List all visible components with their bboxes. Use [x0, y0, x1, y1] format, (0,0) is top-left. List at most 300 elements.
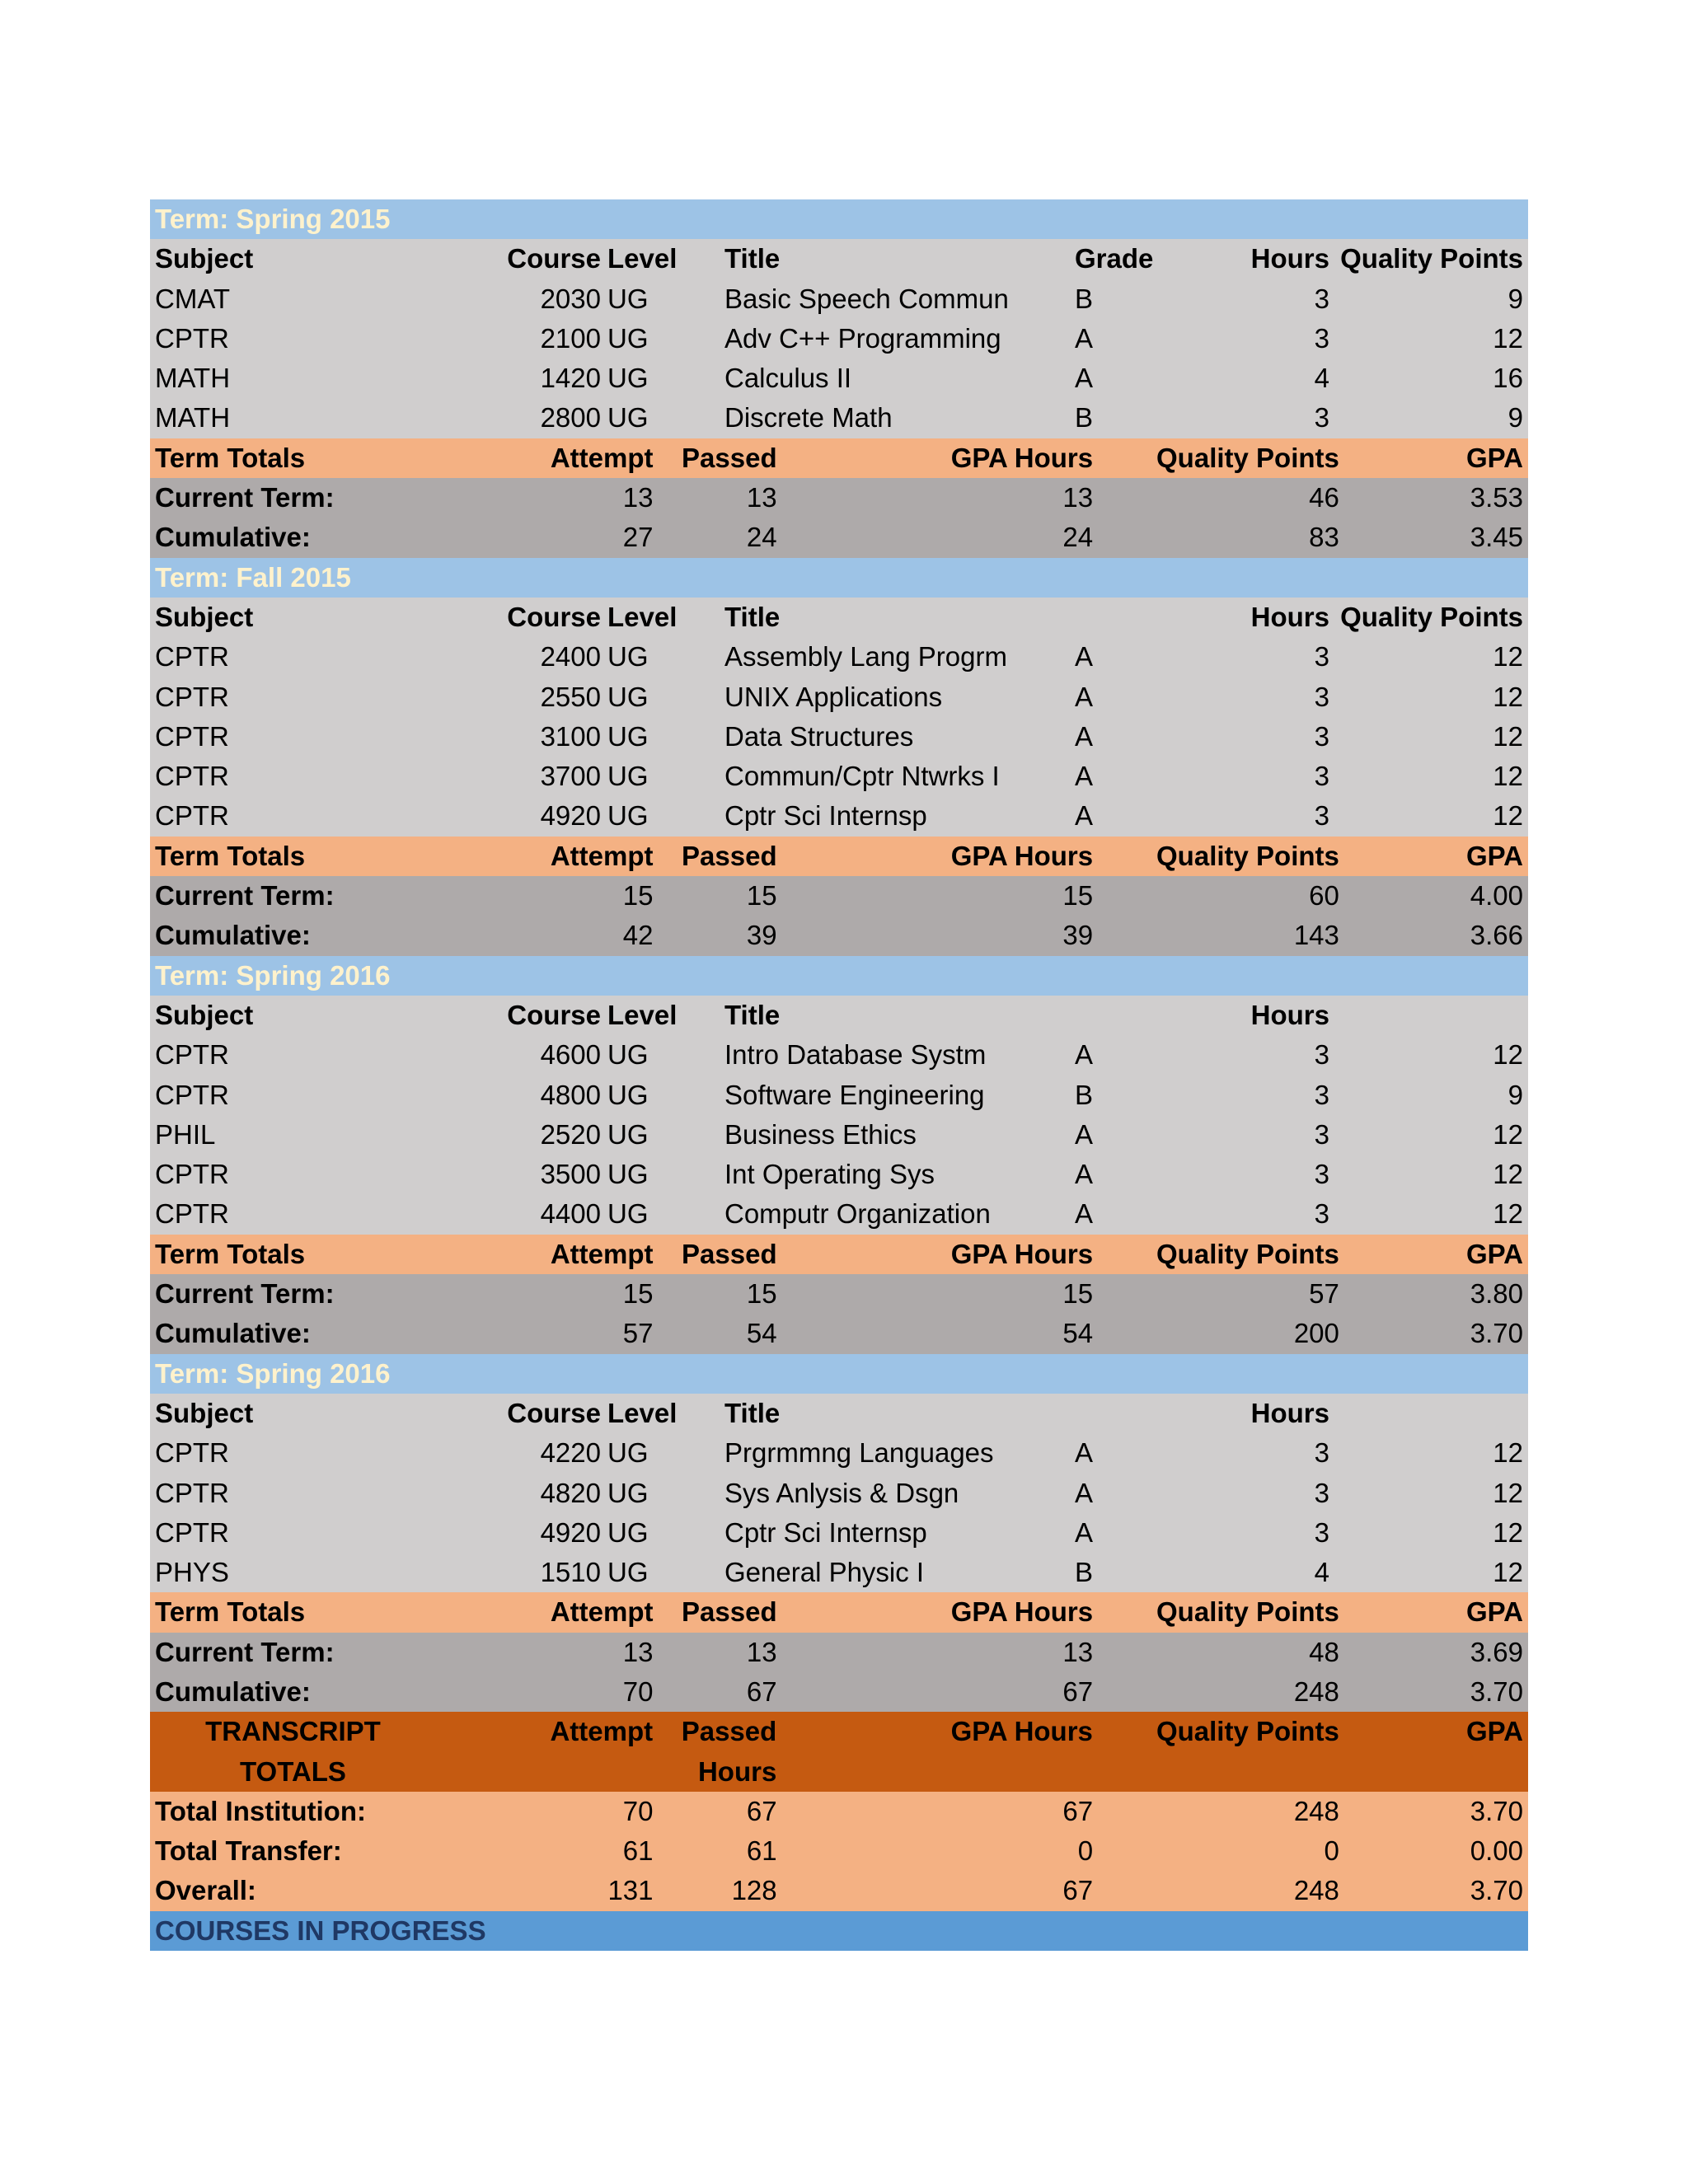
course-qp: 12: [1493, 761, 1523, 792]
transcript-totals-gpa_hours: 67: [1062, 1875, 1094, 1906]
cumulative-label: Cumulative:: [155, 1675, 311, 1707]
cumulative-gpa_hours: 67: [1062, 1675, 1094, 1707]
course-row: [150, 319, 1528, 359]
course-qp: 12: [1493, 1159, 1523, 1190]
cumulative-gpa_hours: 54: [1062, 1318, 1094, 1349]
course-course: 2030: [540, 283, 601, 314]
transcript-totals-gpa_hours: 67: [1062, 1795, 1094, 1826]
course-course: 2400: [540, 641, 601, 673]
current-attempt: 13: [622, 482, 654, 513]
course-hours: 3: [1314, 1079, 1329, 1110]
course-subject: CPTR: [155, 1516, 229, 1548]
term-block: [150, 956, 1528, 1354]
course-grade: A: [1075, 800, 1094, 832]
term-totals-header: [150, 438, 1528, 478]
course-qp: 9: [1507, 402, 1523, 434]
current-gpa_hours: 13: [1062, 482, 1094, 513]
cumulative-attempt: 70: [622, 1675, 654, 1707]
totals-header-gpa: GPA: [1465, 442, 1523, 473]
course-course: 2520: [540, 1118, 601, 1150]
transcript-table: [150, 199, 1528, 1951]
cumulative-gpa_hours: 39: [1062, 920, 1094, 951]
column-header-subject: Subject: [155, 601, 254, 632]
course-course: 3100: [540, 720, 601, 752]
current-totals-row: [150, 876, 1528, 916]
course-grade: A: [1075, 1198, 1094, 1230]
column-header-grade: [1075, 598, 1179, 637]
course-qp: 9: [1507, 1079, 1523, 1110]
transcript-totals-label: Overall:: [155, 1875, 256, 1906]
column-header-subject: Subject: [155, 243, 254, 274]
course-subject: CPTR: [155, 1079, 229, 1110]
totals-header-gpa: GPA: [1465, 1238, 1523, 1269]
totals-header-gpa_hours: GPA Hours: [950, 1238, 1094, 1269]
cumulative-qp: 248: [1293, 1675, 1339, 1707]
course-subject: MATH: [155, 402, 231, 434]
course-course: 4600: [540, 1039, 601, 1071]
column-header-row: [150, 239, 1528, 279]
course-subject: CPTR: [155, 720, 229, 752]
current-passed: 15: [746, 880, 777, 912]
column-header-course: Course: [507, 1397, 601, 1428]
course-qp: 12: [1493, 720, 1523, 752]
course-subject: CPTR: [155, 322, 229, 354]
transcript-totals-passed: 67: [746, 1795, 777, 1826]
course-level: UG: [607, 720, 649, 752]
transcript-totals-header: [150, 1712, 1528, 1792]
totals-header-qp: Quality Points: [1156, 1238, 1339, 1269]
totals-header-passed: Passed: [682, 1238, 777, 1269]
totals-header-attempt: Attempt: [550, 1238, 654, 1269]
transcript-totals-gpa: 3.70: [1470, 1795, 1523, 1826]
course-hours: 3: [1314, 1159, 1329, 1190]
current-gpa_hours: 15: [1062, 880, 1094, 912]
current-passed: 13: [746, 482, 777, 513]
course-level: UG: [607, 1159, 649, 1190]
column-header-level: Level: [607, 999, 678, 1030]
transcript-totals-row: [150, 1871, 1528, 1910]
course-subject: CPTR: [155, 641, 229, 673]
course-hours: 3: [1314, 1516, 1329, 1548]
totals-header-label: Term Totals: [155, 1596, 306, 1628]
transcript-totals-passed-line1: Passed: [681, 1716, 777, 1747]
column-header-subject: Subject: [155, 999, 254, 1030]
course-subject: CPTR: [155, 761, 229, 792]
course-hours: 3: [1314, 402, 1329, 434]
course-qp: 12: [1493, 1477, 1523, 1508]
totals-header-gpa_hours: GPA Hours: [950, 840, 1094, 871]
course-row: [150, 1553, 1528, 1592]
course-subject: PHYS: [155, 1557, 229, 1588]
course-level: UG: [607, 681, 649, 712]
course-hours: 3: [1314, 1039, 1329, 1071]
course-level: UG: [607, 761, 649, 792]
current-totals-row: [150, 1633, 1528, 1672]
totals-header-attempt: Attempt: [550, 442, 654, 473]
column-header-grade: [1075, 1394, 1179, 1433]
course-subject: CMAT: [155, 283, 231, 314]
current-qp: 60: [1309, 880, 1339, 912]
transcript-totals-label: Total Institution:: [155, 1795, 366, 1826]
column-header-qp: Quality Points: [1340, 243, 1523, 274]
course-row: [150, 279, 1528, 319]
course-course: 4800: [540, 1079, 601, 1110]
course-subject: PHIL: [155, 1118, 216, 1150]
column-header-hours: Hours: [1250, 1397, 1329, 1428]
column-header-hours: Hours: [1250, 601, 1329, 632]
term-header: Term: Spring 2016: [150, 956, 1528, 996]
column-header-course: Course: [507, 601, 601, 632]
course-row: [150, 1035, 1528, 1075]
course-row: [150, 757, 1528, 796]
course-row: [150, 1076, 1528, 1115]
current-gpa_hours: 15: [1062, 1278, 1094, 1310]
course-title: Commun/Cptr Ntwrks I: [724, 761, 1000, 792]
term-totals-header: [150, 1235, 1528, 1274]
course-level: UG: [607, 1477, 649, 1508]
course-course: 4920: [540, 800, 601, 832]
course-level: UG: [607, 1198, 649, 1230]
column-header-hours: Hours: [1250, 243, 1329, 274]
course-row: [150, 1474, 1528, 1513]
totals-header-gpa_hours: GPA Hours: [950, 442, 1094, 473]
course-title: Calculus II: [724, 363, 852, 394]
course-hours: 3: [1314, 322, 1329, 354]
totals-header-gpa: GPA: [1465, 840, 1523, 871]
cumulative-qp: 200: [1293, 1318, 1339, 1349]
course-subject: MATH: [155, 363, 231, 394]
current-gpa: 3.53: [1470, 482, 1523, 513]
course-grade: B: [1075, 1557, 1094, 1588]
course-course: 2100: [540, 322, 601, 354]
transcript-totals-passed: 128: [731, 1875, 777, 1906]
course-row: [150, 637, 1528, 677]
totals-header-gpa_hours: GPA Hours: [950, 1596, 1094, 1628]
course-qp: 16: [1493, 363, 1523, 394]
course-qp: 12: [1493, 681, 1523, 712]
course-row: [150, 1513, 1528, 1553]
course-qp: 12: [1493, 800, 1523, 832]
current-totals-row: [150, 1274, 1528, 1314]
course-level: UG: [607, 1039, 649, 1071]
course-row: [150, 1115, 1528, 1155]
course-hours: 3: [1314, 681, 1329, 712]
course-level: UG: [607, 402, 649, 434]
course-hours: 3: [1314, 1437, 1329, 1469]
cumulative-attempt: 57: [622, 1318, 654, 1349]
transcript-totals-qp: 248: [1293, 1875, 1339, 1906]
cumulative-passed: 24: [746, 522, 777, 553]
transcript-totals-passed: 61: [746, 1835, 777, 1867]
totals-header-gpa: GPA: [1465, 1596, 1523, 1628]
current-gpa: 3.80: [1470, 1278, 1523, 1310]
totals-header-attempt: Attempt: [550, 840, 654, 871]
course-subject: CPTR: [155, 1477, 229, 1508]
transcript-totals-qp: 248: [1293, 1795, 1339, 1826]
term-totals-header: [150, 1592, 1528, 1632]
course-hours: 3: [1314, 720, 1329, 752]
course-hours: 3: [1314, 800, 1329, 832]
totals-header-qp: Quality Points: [1156, 1596, 1339, 1628]
column-header-title: Title: [724, 999, 781, 1030]
term-totals-header: [150, 837, 1528, 876]
course-course: 3700: [540, 761, 601, 792]
transcript-totals-qp: Quality Points: [1156, 1716, 1339, 1747]
course-level: UG: [607, 800, 649, 832]
cumulative-totals-row: [150, 916, 1528, 955]
course-course: 4220: [540, 1437, 601, 1469]
column-header-qp: [1336, 996, 1528, 1035]
transcript-totals-row: [150, 1831, 1528, 1871]
course-level: UG: [607, 1118, 649, 1150]
column-header-course: Course: [507, 243, 601, 274]
course-hours: 3: [1314, 641, 1329, 673]
course-subject: CPTR: [155, 681, 229, 712]
course-qp: 12: [1493, 1557, 1523, 1588]
transcript-totals-title-line1: TRANSCRIPT: [205, 1716, 381, 1747]
course-title: Basic Speech Commun: [724, 283, 1009, 314]
current-label: Current Term:: [155, 482, 335, 513]
transcript-totals-passed: [658, 1712, 781, 1792]
course-hours: 4: [1314, 363, 1329, 394]
course-qp: 9: [1507, 283, 1523, 314]
transcript-totals-qp: 0: [1324, 1835, 1339, 1867]
current-gpa: 4.00: [1470, 880, 1523, 912]
course-hours: 4: [1314, 1557, 1329, 1588]
current-totals-row: [150, 478, 1528, 518]
course-grade: A: [1075, 761, 1094, 792]
cumulative-gpa_hours: 24: [1062, 522, 1094, 553]
course-grade: A: [1075, 322, 1094, 354]
course-level: UG: [607, 1079, 649, 1110]
transcript-totals-attempt: 131: [607, 1875, 654, 1906]
current-gpa_hours: 13: [1062, 1636, 1094, 1667]
column-header-qp: Quality Points: [1340, 601, 1523, 632]
totals-header-passed: Passed: [682, 442, 777, 473]
cumulative-passed: 39: [746, 920, 777, 951]
course-hours: 3: [1314, 1477, 1329, 1508]
column-header-level: Level: [607, 1397, 678, 1428]
column-header-qp: [1336, 1394, 1528, 1433]
course-course: 4920: [540, 1516, 601, 1548]
course-grade: A: [1075, 1118, 1094, 1150]
current-attempt: 13: [622, 1636, 654, 1667]
course-grade: A: [1075, 1516, 1094, 1548]
course-level: UG: [607, 322, 649, 354]
current-passed: 15: [746, 1278, 777, 1310]
course-subject: CPTR: [155, 1437, 229, 1469]
course-row: [150, 1433, 1528, 1473]
totals-header-label: Term Totals: [155, 442, 306, 473]
transcript-totals-label: Total Transfer:: [155, 1835, 342, 1867]
transcript-totals-title: [150, 1712, 436, 1792]
term-header: Term: Fall 2015: [150, 558, 1528, 598]
term-block: [150, 199, 1528, 558]
course-row: [150, 796, 1528, 836]
transcript-totals-passed-line2: Hours: [697, 1755, 777, 1787]
course-grade: B: [1075, 283, 1094, 314]
transcript-totals-title-line2: TOTALS: [240, 1755, 346, 1787]
course-level: UG: [607, 363, 649, 394]
current-label: Current Term:: [155, 1278, 335, 1310]
course-subject: CPTR: [155, 800, 229, 832]
cumulative-qp: 83: [1309, 522, 1339, 553]
course-title: Data Structures: [724, 720, 914, 752]
course-title: Cptr Sci Internsp: [724, 1516, 927, 1548]
course-hours: 3: [1314, 283, 1329, 314]
course-level: UG: [607, 1437, 649, 1469]
course-row: [150, 677, 1528, 717]
column-header-hours: Hours: [1250, 999, 1329, 1030]
column-header-title: Title: [724, 1397, 781, 1428]
term-header: Term: Spring 2015: [150, 199, 1528, 239]
column-header-level: Level: [607, 601, 678, 632]
courses-in-progress-header: COURSES IN PROGRESS: [150, 1911, 1528, 1951]
course-title: Adv C++ Programming: [724, 322, 1001, 354]
course-title: Sys Anlysis & Dsgn: [724, 1477, 959, 1508]
course-row: [150, 359, 1528, 398]
course-title: Int Operating Sys: [724, 1159, 935, 1190]
course-subject: CPTR: [155, 1039, 229, 1071]
course-grade: A: [1075, 363, 1094, 394]
cumulative-totals-row: [150, 1314, 1528, 1353]
current-attempt: 15: [622, 1278, 654, 1310]
cumulative-label: Cumulative:: [155, 920, 311, 951]
course-row: [150, 1194, 1528, 1234]
course-course: 1510: [540, 1557, 601, 1588]
totals-header-qp: Quality Points: [1156, 840, 1339, 871]
course-level: UG: [607, 1557, 649, 1588]
current-attempt: 15: [622, 880, 654, 912]
course-level: UG: [607, 283, 649, 314]
course-qp: 12: [1493, 1516, 1523, 1548]
cumulative-passed: 67: [746, 1675, 777, 1707]
course-course: 1420: [540, 363, 601, 394]
course-title: Computr Organization: [724, 1198, 991, 1230]
current-qp: 46: [1309, 482, 1339, 513]
cumulative-gpa: 3.66: [1470, 920, 1523, 951]
cumulative-totals-row: [150, 1672, 1528, 1712]
course-grade: A: [1075, 1039, 1094, 1071]
column-header-row: [150, 996, 1528, 1035]
cumulative-label: Cumulative:: [155, 1318, 311, 1349]
cumulative-gpa: 3.70: [1470, 1675, 1523, 1707]
column-header-level: Level: [607, 243, 678, 274]
current-label: Current Term:: [155, 880, 335, 912]
course-course: 2550: [540, 681, 601, 712]
course-course: 4400: [540, 1198, 601, 1230]
current-passed: 13: [746, 1636, 777, 1667]
course-qp: 12: [1493, 322, 1523, 354]
current-qp: 57: [1309, 1278, 1339, 1310]
course-grade: B: [1075, 402, 1094, 434]
transcript-totals-gpa: 0.00: [1470, 1835, 1523, 1867]
transcript-totals-gpa: 3.70: [1470, 1875, 1523, 1906]
transcript-totals-attempt: Attempt: [550, 1716, 654, 1747]
course-qp: 12: [1493, 1198, 1523, 1230]
transcript-totals-attempt: 61: [622, 1835, 654, 1867]
course-title: Software Engineering: [724, 1079, 985, 1110]
current-label: Current Term:: [155, 1636, 335, 1667]
course-qp: 12: [1493, 641, 1523, 673]
course-title: UNIX Applications: [724, 681, 943, 712]
course-title: Prgrmmng Languages: [724, 1437, 994, 1469]
course-hours: 3: [1314, 761, 1329, 792]
cumulative-totals-row: [150, 518, 1528, 557]
course-title: Discrete Math: [724, 402, 893, 434]
course-title: Business Ethics: [724, 1118, 917, 1150]
column-header-title: Title: [724, 243, 781, 274]
cumulative-qp: 143: [1293, 920, 1339, 951]
course-grade: A: [1075, 681, 1094, 712]
column-header-grade: Grade: [1075, 243, 1154, 274]
course-row: [150, 398, 1528, 438]
course-hours: 3: [1314, 1198, 1329, 1230]
course-title: General Physic I: [724, 1557, 925, 1588]
term-header: Term: Spring 2016: [150, 1354, 1528, 1394]
course-row: [150, 1155, 1528, 1194]
transcript-totals-gpa: GPA: [1465, 1716, 1523, 1747]
cumulative-attempt: 27: [622, 522, 654, 553]
course-grade: A: [1075, 720, 1094, 752]
course-course: 3500: [540, 1159, 601, 1190]
course-subject: CPTR: [155, 1198, 229, 1230]
totals-header-passed: Passed: [682, 840, 777, 871]
course-course: 4820: [540, 1477, 601, 1508]
term-block: [150, 1354, 1528, 1713]
course-course: 2800: [540, 402, 601, 434]
transcript-totals-gpa-hours: GPA Hours: [950, 1716, 1093, 1747]
column-header-row: [150, 1394, 1528, 1433]
course-qp: 12: [1493, 1039, 1523, 1071]
transcript-totals-attempt: 70: [622, 1795, 654, 1826]
transcript-totals-row: [150, 1792, 1528, 1831]
column-header-course: Course: [507, 999, 601, 1030]
totals-header-label: Term Totals: [155, 1238, 306, 1269]
course-subject: CPTR: [155, 1159, 229, 1190]
course-title: Assembly Lang Progrm: [724, 641, 1007, 673]
term-block: [150, 558, 1528, 956]
course-grade: A: [1075, 641, 1094, 673]
column-header-title: Title: [724, 601, 781, 632]
course-grade: A: [1075, 1477, 1094, 1508]
cumulative-gpa: 3.45: [1470, 522, 1523, 553]
course-title: Cptr Sci Internsp: [724, 800, 927, 832]
column-header-subject: Subject: [155, 1397, 254, 1428]
current-qp: 48: [1309, 1636, 1339, 1667]
course-row: [150, 717, 1528, 757]
course-grade: A: [1075, 1437, 1094, 1469]
column-header-grade: [1075, 996, 1179, 1035]
course-hours: 3: [1314, 1118, 1329, 1150]
cumulative-label: Cumulative:: [155, 522, 311, 553]
column-header-row: [150, 598, 1528, 637]
course-title: Intro Database Systm: [724, 1039, 987, 1071]
course-qp: 12: [1493, 1437, 1523, 1469]
cumulative-gpa: 3.70: [1470, 1318, 1523, 1349]
course-grade: B: [1075, 1079, 1094, 1110]
course-level: UG: [607, 1516, 649, 1548]
course-grade: A: [1075, 1159, 1094, 1190]
cumulative-attempt: 42: [622, 920, 654, 951]
cumulative-passed: 54: [746, 1318, 777, 1349]
transcript-totals-gpa_hours: 0: [1077, 1835, 1094, 1867]
totals-header-qp: Quality Points: [1156, 442, 1339, 473]
course-level: UG: [607, 641, 649, 673]
totals-header-label: Term Totals: [155, 840, 306, 871]
totals-header-passed: Passed: [682, 1596, 777, 1628]
current-gpa: 3.69: [1470, 1636, 1523, 1667]
